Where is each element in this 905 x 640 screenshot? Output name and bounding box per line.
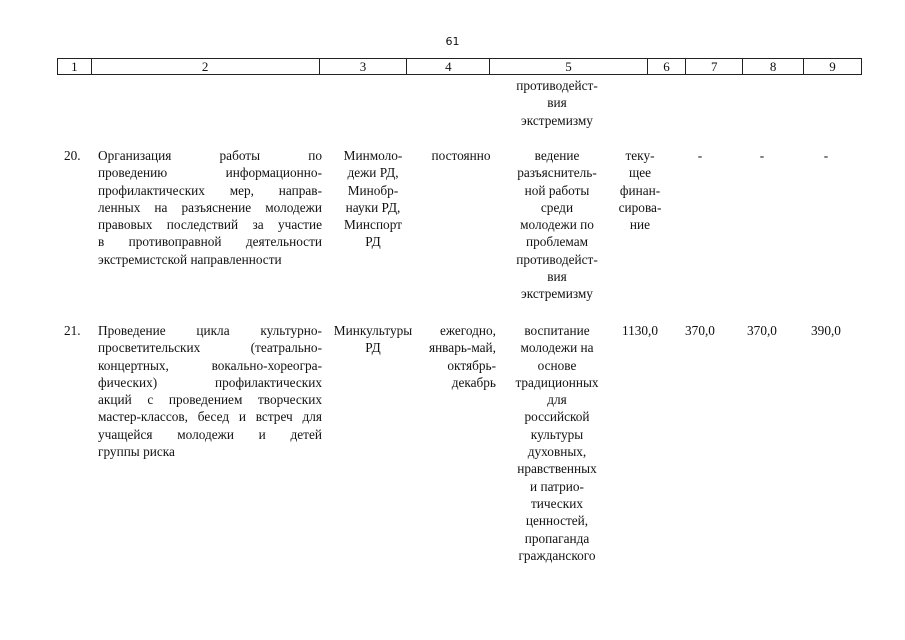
term-line: ежегодно, xyxy=(439,323,496,338)
activity-line: концертных, вокально-хореогра- xyxy=(98,357,322,373)
executor-line: РД xyxy=(365,234,381,250)
term-line: январь-май, xyxy=(428,340,496,356)
result-line: гражданского xyxy=(518,547,596,563)
executor-line: Минобр- xyxy=(347,182,399,198)
executor-line: РД xyxy=(365,340,381,356)
header-col-9: 9 xyxy=(804,59,862,74)
header-col-3: 3 xyxy=(320,59,408,74)
result-line: нравственных xyxy=(517,461,597,477)
result-line: и патрио- xyxy=(530,478,584,494)
continuation-result-line: вия xyxy=(547,95,567,111)
result-line: воспитание xyxy=(524,323,590,338)
result-line: российской xyxy=(524,409,590,425)
executor-cell xyxy=(326,322,420,357)
continuation-result-line: экстремизму xyxy=(521,112,593,128)
term-line: постоянно xyxy=(431,148,491,163)
result-line: проблемам xyxy=(525,234,589,250)
result-cell xyxy=(500,322,614,564)
result-line: ной работы xyxy=(524,182,590,198)
activity-line: группы риска xyxy=(98,444,175,460)
activity-line: экстремистской направленности xyxy=(98,251,282,267)
result-line: культуры xyxy=(530,426,584,442)
executor-line: Минспорт xyxy=(343,217,402,233)
activity-line: в противоправной деятельности xyxy=(98,234,322,250)
activity-cell xyxy=(98,147,322,268)
activity-line: ленных на разъяснение молодежи xyxy=(98,199,322,215)
col9-value: - xyxy=(823,148,829,163)
result-line: ценностей, xyxy=(525,513,589,529)
row-number: 21. xyxy=(64,323,81,338)
header-col-5: 5 xyxy=(490,59,647,74)
header-col-8: 8 xyxy=(743,59,804,74)
col8-value: 370,0 xyxy=(747,323,777,338)
result-line: молодежи по xyxy=(520,217,594,233)
result-line: основе xyxy=(537,357,577,373)
term-line: октябрь- xyxy=(447,357,496,373)
result-line: ведение xyxy=(534,148,580,163)
activity-line: правовых последствий за участие xyxy=(98,217,322,233)
executor-line: науки РД, xyxy=(345,199,401,215)
header-col-7: 7 xyxy=(686,59,743,74)
result-line: традиционных xyxy=(515,374,599,390)
result-cell xyxy=(500,147,614,303)
activity-line: Организация работы по xyxy=(98,148,322,163)
activity-line: учащейся молодежи и детей xyxy=(98,426,322,442)
activity-line: проведению информационно- xyxy=(98,165,322,181)
term-line: декабрь xyxy=(451,374,496,390)
header-col-4: 4 xyxy=(407,59,490,74)
continuation-result-line: противодейст- xyxy=(516,78,598,93)
funding-line: сирова- xyxy=(618,199,662,215)
activity-line: просветительских (театрально- xyxy=(98,340,322,356)
continuation-result-cell xyxy=(500,77,614,129)
executor-line: Минмоло- xyxy=(343,148,403,163)
table-header-row xyxy=(57,58,862,75)
col7-value: - xyxy=(697,148,703,163)
term-cell xyxy=(414,322,496,391)
term-cell xyxy=(421,147,501,164)
funding-line: ние xyxy=(629,217,651,233)
activity-line: Проведение цикла культурно- xyxy=(98,323,322,338)
col8-value: - xyxy=(759,148,765,163)
result-line: разъяснитель- xyxy=(517,165,597,181)
header-col-6: 6 xyxy=(648,59,687,74)
funding-line: 1130,0 xyxy=(621,323,659,338)
activity-line: фических) профилактических xyxy=(98,374,322,390)
result-line: противодейст- xyxy=(516,251,598,267)
activity-line: мастер-классов, бесед и встреч для xyxy=(98,409,322,425)
result-line: пропаганда xyxy=(524,530,590,546)
funding-line: финан- xyxy=(619,182,661,198)
result-line: среди xyxy=(540,199,574,215)
result-line: экстремизму xyxy=(521,286,593,302)
row-number: 20. xyxy=(64,148,81,163)
funding-line: щее xyxy=(628,165,652,181)
col7-value: 370,0 xyxy=(685,323,715,338)
page-number: 61 xyxy=(445,35,460,48)
activity-line: акций с проведением творческих xyxy=(98,392,322,408)
funding-cell xyxy=(616,147,664,233)
header-col-1: 1 xyxy=(58,59,92,74)
funding-line: теку- xyxy=(625,148,655,163)
header-col-2: 2 xyxy=(92,59,320,74)
result-line: вия xyxy=(547,269,567,285)
result-line: для xyxy=(547,392,567,408)
executor-cell xyxy=(330,147,416,251)
executor-line: дежи РД, xyxy=(347,165,399,181)
result-line: молодежи на xyxy=(520,340,594,356)
activity-line: профилактических мер, направ- xyxy=(98,182,322,198)
executor-line: Минкультуры xyxy=(333,323,413,338)
col9-value: 390,0 xyxy=(811,323,841,338)
result-line: тических xyxy=(531,495,583,511)
funding-cell xyxy=(614,322,666,339)
activity-cell xyxy=(98,322,322,460)
result-line: духовных, xyxy=(527,444,587,460)
